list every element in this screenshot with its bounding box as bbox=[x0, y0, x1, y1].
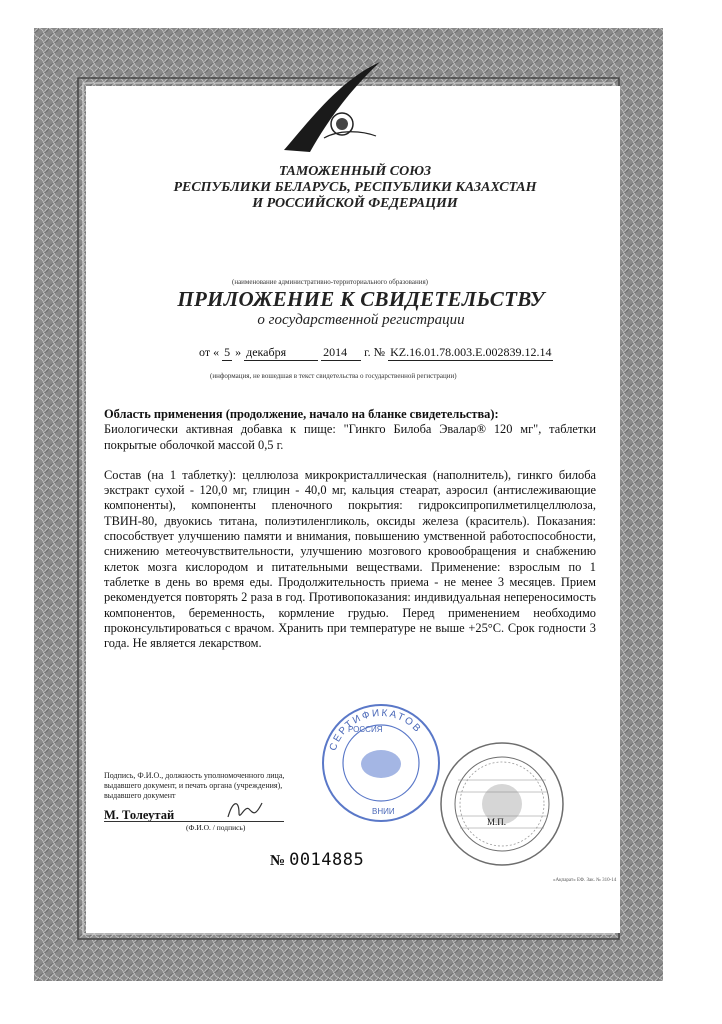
printer-code: «Ақпарат» ЕФ. Зак. № 310-14 bbox=[553, 878, 617, 883]
seal-place-label: М.П. bbox=[487, 817, 507, 827]
org-line-3: И РОССИЙСКОЙ ФЕДЕРАЦИИ bbox=[252, 196, 458, 211]
document-title: ПРИЛОЖЕНИЕ К СВИДЕТЕЛЬСТВУ bbox=[177, 287, 545, 311]
reg-day: 5 bbox=[224, 345, 231, 359]
admin-caption: (наименование административно-территориального образования) bbox=[232, 278, 429, 286]
stamp-ring-text: СЕРТИФИКАТОВ bbox=[327, 707, 424, 753]
registration-caption: (информация, не вошедшая в текст свидетельства о государственной регистрации) bbox=[210, 372, 457, 380]
document-body bbox=[104, 407, 596, 651]
official-seal bbox=[438, 740, 566, 868]
customs-union-emblem-icon bbox=[280, 60, 390, 160]
reg-number: KZ.16.01.78.003.Е.002839.12.14 bbox=[390, 345, 552, 359]
registration-line bbox=[199, 345, 553, 361]
signer-name: М. Толеутай bbox=[104, 808, 175, 822]
from-label: от « bbox=[199, 345, 220, 359]
reg-month: декабря bbox=[244, 345, 318, 361]
org-line-1: ТАМОЖЕННЫЙ СОЮЗ bbox=[278, 164, 432, 179]
reg-day-close: » bbox=[235, 345, 242, 359]
document-subtitle: о государственной регистрации bbox=[257, 312, 465, 328]
issuing-organization bbox=[0, 164, 722, 212]
signature-label-line-2: выдавшего документ, и печать органа (учреждения), bbox=[104, 781, 283, 790]
signature-label-line-1: Подпись, Ф.И.О., должность уполномоченного лица, bbox=[104, 771, 285, 780]
signature-caption: (Ф.И.О. / подпись) bbox=[186, 823, 246, 832]
form-number-value: 0014885 bbox=[289, 850, 365, 870]
composition-paragraph: Состав (на 1 таблетку): целлюлоза микрокристаллическая (наполнитель), гинкго билоба экстракт сухой - 120,0 мг, глицин - 40,0 мг, кальция стеарат, аэросил (антислеживающие компоненты), компоненты пленочного покрытия: гидроксипропилметилцеллюлоза, ТВИН-80, двуокись титана, полиэтиленгликоль, оксиды железа (краситель). Показания: способствует улучшению памяти и внимания, повышению умственной работоспособности, снижению метеочувствительности, улучшению мозгового кровообращения и снабжению клеток мозга кислородом и питательными веществами. Применение: взрослым по 1 таблетке в день во время еды. Продолжительность приема - не менее 3 месяцев. Прием рекомендуется повторять 2 раза в год. Противопоказания: индивидуальная непереносимость компонентов, беременность, кормление грудью. Перед применением необходимо проконсультироваться с врачом. Хранить при температуре не выше +25°С. Срок годности 3 года. Не является лекарством. bbox=[104, 467, 596, 651]
form-serial-number bbox=[270, 850, 364, 870]
signature-label bbox=[104, 771, 314, 801]
certification-stamp bbox=[320, 702, 442, 824]
reg-number-label: № bbox=[373, 345, 386, 359]
scope-heading: Область применения (продолжение, начало на бланке свидетельства): bbox=[104, 407, 499, 421]
scope-text: Биологически активная добавка к пище: "Гинкго Билоба Эвалар® 120 мг", таблетки покрытые оболочкой массой 0,5 г. bbox=[104, 422, 596, 452]
org-line-2: РЕСПУБЛИКИ БЕЛАРУСЬ, РЕСПУБЛИКИ КАЗАХСТАН bbox=[173, 180, 537, 195]
stamp-institute: ВНИИ bbox=[372, 807, 395, 816]
reg-year-suffix: г. bbox=[364, 345, 371, 359]
reg-year: 2014 bbox=[321, 345, 361, 361]
handwritten-signature-icon bbox=[225, 795, 265, 825]
scope-paragraph bbox=[104, 407, 596, 453]
signature-label-line-3: выдавшего документ bbox=[104, 791, 176, 800]
form-number-symbol: № bbox=[270, 853, 286, 869]
stamp-country: РОССИЯ bbox=[348, 725, 383, 734]
